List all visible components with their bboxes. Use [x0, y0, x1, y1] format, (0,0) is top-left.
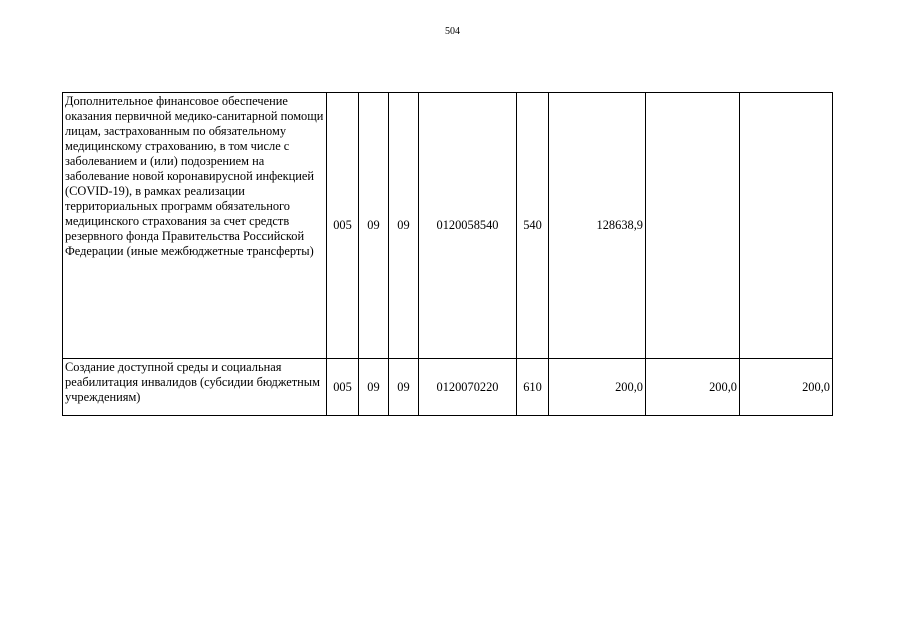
subsection-code-cell: 09	[389, 359, 419, 416]
table-row	[63, 359, 833, 416]
sum-year-1-cell: 128638,9	[549, 93, 646, 359]
ministry-code-cell: 005	[327, 93, 359, 359]
sum-year-2-cell: 200,0	[646, 359, 740, 416]
table-row	[63, 93, 833, 359]
target-article-cell: 0120070220	[419, 359, 517, 416]
sum-year-1-cell: 200,0	[549, 359, 646, 416]
section-code-cell: 09	[359, 359, 389, 416]
ministry-code-cell: 005	[327, 359, 359, 416]
sum-year-3-cell	[740, 93, 833, 359]
page-number: 504	[445, 26, 460, 37]
expense-type-cell: 540	[517, 93, 549, 359]
section-code-cell: 09	[359, 93, 389, 359]
budget-table	[62, 92, 833, 416]
target-article-cell: 0120058540	[419, 93, 517, 359]
expense-type-cell: 610	[517, 359, 549, 416]
expense-name-cell: Создание доступной среды и социальная реабилитация инвалидов (субсидии бюджетным учреждениям)	[63, 359, 327, 416]
expense-name-cell: Дополнительное финансовое обеспечение оказания первичной медико-санитарной помощи лицам, застрахованным по обязательному медицинскому страхованию, в том числе с заболеванием и (или) подозрением на заболевание новой коронавирусной инфекцией (COVID-19), в рамках реализации территориальных программ обязательного медицинского страхования за счет средств резервного фонда Правительства Российской Федерации (иные межбюджетные трансферты)	[63, 93, 327, 359]
subsection-code-cell: 09	[389, 93, 419, 359]
sum-year-3-cell: 200,0	[740, 359, 833, 416]
sum-year-2-cell	[646, 93, 740, 359]
